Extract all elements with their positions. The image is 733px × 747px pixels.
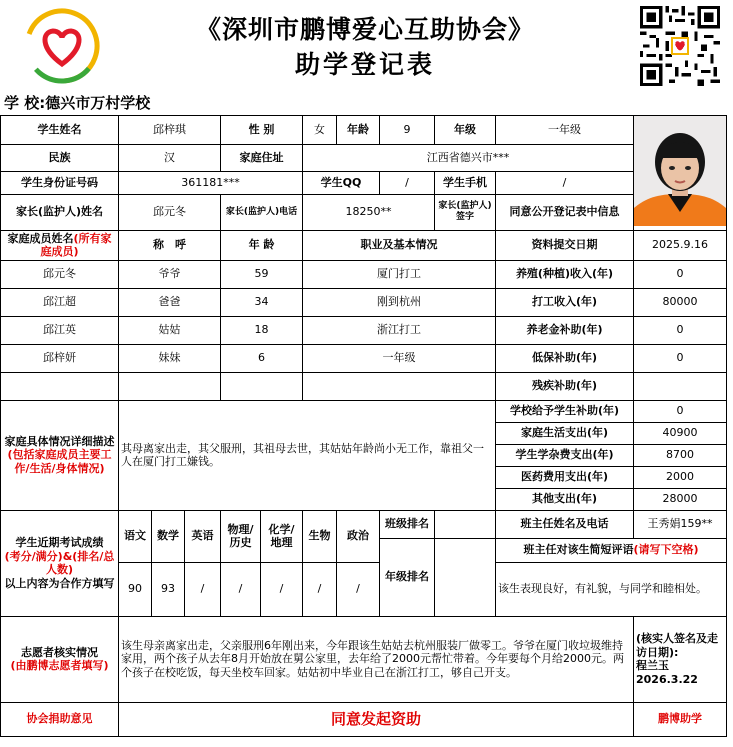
situation-text: 其母离家出走，其父服刑，其祖母去世，其姑姑年龄尚小无工作，靠祖父一人在厦门打工嫌钱。 (119, 400, 496, 510)
finance-value: 2000 (634, 466, 727, 488)
address: 江西省德兴市*** (303, 144, 634, 172)
teacher-value: 王秀娟159** (634, 510, 727, 538)
finance-label: 其他支出(年) (496, 488, 634, 510)
volunteer-sign-label: (核实人签名及走访日期): (636, 631, 719, 659)
heart-logo-icon (22, 4, 102, 84)
volunteer-signer: 程兰玉 (636, 659, 669, 673)
finance-value: 0 (634, 260, 727, 288)
guardian-name: 邱元冬 (119, 194, 221, 230)
exam-label-a: 学生近期考试成绩 (15, 535, 104, 549)
family-member-age: 34 (221, 288, 303, 316)
title-line2: 助学登记表 (294, 50, 435, 79)
student-name-label: 学生姓名 (1, 116, 119, 145)
finance-value: 0 (634, 344, 727, 372)
volunteer-date: 2026.3.22 (636, 673, 698, 686)
finance-label: 打工收入(年) (496, 288, 634, 316)
exam-label (1, 510, 119, 616)
family-age-header: 年 龄 (221, 230, 303, 260)
finance-value: 0 (634, 400, 727, 422)
student-phone-label: 学生手机 (435, 172, 496, 194)
family-member-job: 浙江打工 (303, 316, 496, 344)
family-member-name: 邱元冬 (1, 260, 119, 288)
family-member-name: 邱梓妍 (1, 344, 119, 372)
exam-subject: 物理/历史 (221, 510, 261, 562)
footer-opinion: 同意发起资助 (119, 702, 634, 736)
exam-subject: 化学/地理 (261, 510, 303, 562)
guardian-name-label: 家长(监护人)姓名 (1, 194, 119, 230)
exam-score: / (221, 562, 261, 616)
finance-value: 0 (634, 316, 727, 344)
submit-date-label: 资料提交日期 (496, 230, 634, 260)
family-member-job: 刚到杭州 (303, 288, 496, 316)
student-phone: / (496, 172, 634, 194)
student-name: 邱梓琪 (119, 116, 221, 145)
exam-subject: 生物 (303, 510, 337, 562)
student-id: 361181*** (119, 172, 303, 194)
exam-score: / (303, 562, 337, 616)
exam-label-b: (考分/满分)&(排名/总人数) (4, 549, 115, 577)
finance-label: 低保补助(年) (496, 344, 634, 372)
family-member-relation: 妹妹 (119, 344, 221, 372)
family-member-job: 厦门打工 (303, 260, 496, 288)
empty-cell (1, 372, 119, 400)
age: 9 (380, 116, 435, 145)
exam-score: / (185, 562, 221, 616)
exam-subject: 语文 (119, 510, 152, 562)
footer-brand: 鹏博助学 (634, 702, 727, 736)
family-relation-header: 称 呼 (119, 230, 221, 260)
finance-label: 学校给予学生补助(年) (496, 400, 634, 422)
footer-label: 协会捐助意见 (1, 702, 119, 736)
exam-subject: 英语 (185, 510, 221, 562)
exam-score: / (261, 562, 303, 616)
finance-label: 残疾补助(年) (496, 372, 634, 400)
school-line: 学 校:德兴市万村学校 (4, 94, 151, 112)
finance-value: 80000 (634, 288, 727, 316)
family-name-header-a: 家庭成员姓名 (7, 231, 74, 245)
volunteer-label (1, 616, 119, 702)
qr-code-icon (640, 6, 720, 86)
class-rank (435, 510, 496, 538)
submit-date: 2025.9.16 (634, 230, 727, 260)
teacher-label: 班主任姓名及电话 (496, 510, 634, 538)
age-label: 年龄 (337, 116, 380, 145)
finance-value: 40900 (634, 422, 727, 444)
finance-value (634, 372, 727, 400)
ethnicity-label: 民族 (1, 144, 119, 172)
family-member-name: 邱江英 (1, 316, 119, 344)
ethnicity: 汉 (119, 144, 221, 172)
guardian-sign-label: 家长(监护人)签字 (435, 194, 496, 230)
family-job-header: 职业及基本情况 (303, 230, 496, 260)
student-qq: / (380, 172, 435, 194)
family-name-header-b: (所有家庭成员) (40, 231, 112, 259)
teacher-comment-hint: (请写下空格) (633, 543, 699, 557)
student-id-label: 学生身份证号码 (1, 172, 119, 194)
empty-cell (221, 372, 303, 400)
family-member-age: 59 (221, 260, 303, 288)
finance-value: 28000 (634, 488, 727, 510)
exam-subject: 数学 (152, 510, 185, 562)
teacher-comment: 该生表现良好，有礼貌，与同学和睦相处。 (496, 562, 727, 616)
situation-label (1, 400, 119, 510)
guardian-phone: 18250** (303, 194, 435, 230)
finance-label: 医药费用支出(年) (496, 466, 634, 488)
volunteer-text: 该生母亲离家出走，父亲服刑6年刚出来，今年跟该生姑姑去杭州服装厂做零工。爷爷在厦门收垃圾维持家用，两个孩子从去年8月开始放在舅公家里，去年给了2000元帮忙带着。今年要每个月给2000元。两个孩子在校吃饭，每天坐校车回家。姑姑初中毕业自己在浙江打工，够自己开支。 (119, 616, 634, 702)
empty-cell (303, 372, 496, 400)
situation-label-a: 家庭具体情况详细描述 (4, 434, 115, 448)
exam-subject: 政治 (337, 510, 380, 562)
student-qq-label: 学生QQ (303, 172, 380, 194)
finance-value: 8700 (634, 444, 727, 466)
situation-label-b: (包括家庭成员主要工作/生活/身体情况) (7, 448, 112, 476)
finance-label: 养老金补助(年) (496, 316, 634, 344)
gender: 女 (303, 116, 337, 145)
registration-table (0, 115, 727, 737)
grade-rank-label: 年级排名 (380, 538, 435, 616)
family-member-job: 一年级 (303, 344, 496, 372)
empty-cell (119, 372, 221, 400)
finance-label: 学生学杂费支出(年) (496, 444, 634, 466)
teacher-comment-label-a: 班主任对该生简短评语 (523, 543, 634, 557)
grade-label: 年级 (435, 116, 496, 145)
guardian-phone-label: 家长(监护人)电话 (221, 194, 303, 230)
family-member-name: 邱江超 (1, 288, 119, 316)
finance-label: 家庭生活支出(年) (496, 422, 634, 444)
exam-label-c: 以上内容为合作方填写 (4, 577, 115, 590)
grade: 一年级 (496, 116, 634, 145)
exam-score: / (337, 562, 380, 616)
family-name-header (1, 230, 119, 260)
family-member-relation: 爸爸 (119, 288, 221, 316)
address-label: 家庭住址 (221, 144, 303, 172)
class-rank-label: 班级排名 (380, 510, 435, 538)
family-member-relation: 爷爷 (119, 260, 221, 288)
grade-rank (435, 538, 496, 616)
exam-score: 93 (152, 562, 185, 616)
finance-label: 养殖(种植)收入(年) (496, 260, 634, 288)
student-photo (634, 116, 727, 231)
teacher-comment-label (496, 538, 727, 562)
family-member-age: 18 (221, 316, 303, 344)
volunteer-sign (634, 616, 727, 702)
family-member-age: 6 (221, 344, 303, 372)
volunteer-label-a: 志愿者核实情况 (21, 645, 98, 659)
gender-label: 性 别 (221, 116, 303, 145)
exam-score: 90 (119, 562, 152, 616)
title-line1: 《深圳市鹏博爱心互助协会》 (195, 15, 534, 44)
student-photo-image (634, 116, 726, 226)
guardian-agree: 同意公开登记表中信息 (496, 194, 634, 230)
family-member-relation: 姑姑 (119, 316, 221, 344)
header (0, 0, 733, 92)
volunteer-label-b: (由鹏博志愿者填写) (10, 659, 109, 673)
